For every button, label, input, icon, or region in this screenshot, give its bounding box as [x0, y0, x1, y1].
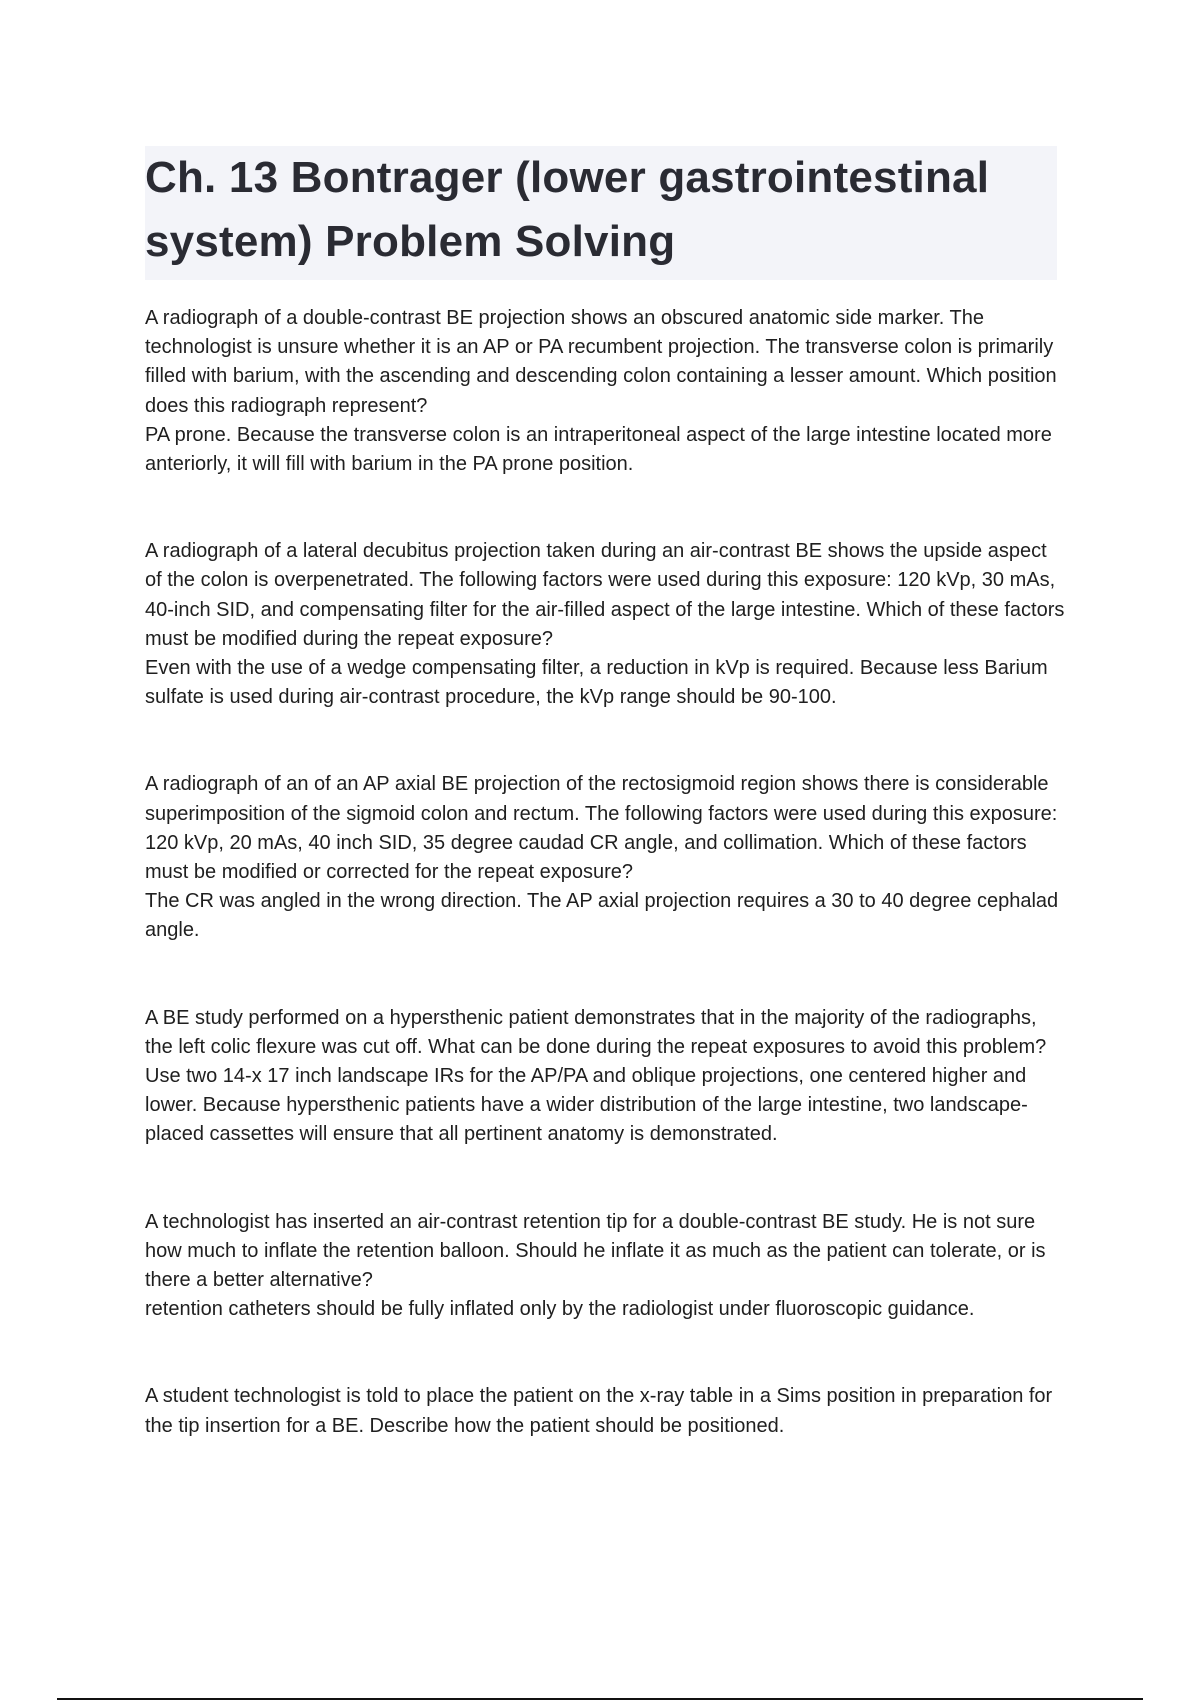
answer-text: retention catheters should be fully inflated only by the radiologist under fluoroscopic guidance. [145, 1298, 975, 1321]
qa-item-5 [145, 1208, 1065, 1325]
qa-list [145, 304, 1065, 1441]
answer-text: PA prone. Because the transverse colon is an intraperitoneal aspect of the large intestine located more anteriorly, it will fill with barium in the PA prone position. [145, 423, 1052, 476]
qa-item-6 [145, 1382, 1065, 1440]
answer-text: Even with the use of a wedge compensating filter, a reduction in kVp is required. Because less Barium sulfate is used during air-contrast procedure, the kVp range should be 90-100. [145, 657, 1048, 709]
qa-item-4 [145, 1004, 1065, 1150]
question-text: A BE study performed on a hypersthenic patient demonstrates that in the majority of the radiographs, the left colic flexure was cut off. What can be done during the repeat exposures to avoid this problem? [145, 1006, 1047, 1058]
question-text: A radiograph of an of an AP axial BE projection of the rectosigmoid region shows there is considerable superimposition of the sigmoid colon and rectum. The following factors were used during this exposure: 120 kVp, 20 mAs, 40 inch SID, 35 degree caudad CR angle, and collimation. Which of these factors must be modified or corrected for the repeat exposure? [145, 773, 1058, 884]
qa-item-1 [145, 304, 1065, 479]
qa-item-2 [145, 537, 1065, 712]
question-text: A technologist has inserted an air-contrast retention tip for a double-contrast BE study. He is not sure how much to inflate the retention balloon. Should he inflate it as much as the patient can tolerate, or is there a better alternative? [145, 1210, 1046, 1292]
question-text: A student technologist is told to place the patient on the x-ray table in a Sims position in preparation for the tip insertion for a BE. Describe how the patient should be positioned. [145, 1385, 1053, 1437]
answer-text: Use two 14-x 17 inch landscape IRs for the AP/PA and oblique projections, one centered higher and lower. Because hypersthenic patients have a wider distribution of the large intestine, two landscape-placed cassettes will ensure that all pertinent anatomy is demonstrated. [145, 1065, 1028, 1146]
question-text: A radiograph of a double-contrast BE projection shows an obscured anatomic side marker. The technologist is unsure whether it is an AP or PA recumbent projection. The transverse colon is primarily filled with barium, with the ascending and descending colon containing a lesser amount. Which position does this radiograph represent? [145, 307, 1057, 417]
answer-text: The CR was angled in the wrong direction. The AP axial projection requires a 30 to 40 degree cephalad angle. [145, 890, 1059, 942]
page-title: Ch. 13 Bontrager (lower gastrointestinal system) Problem Solving [145, 153, 990, 266]
qa-item-3 [145, 770, 1065, 945]
title-block [145, 146, 1057, 280]
question-text: A radiograph of a lateral decubitus projection taken during an air-contrast BE shows the upside aspect of the colon is overpenetrated. The following factors were used during this exposure: 120 kVp, 30 mAs, 40-inch SID, and compensating filter for the air-filled aspect of the large intestine. Which of these factors must be modified during the repeat exposure? [145, 540, 1065, 650]
